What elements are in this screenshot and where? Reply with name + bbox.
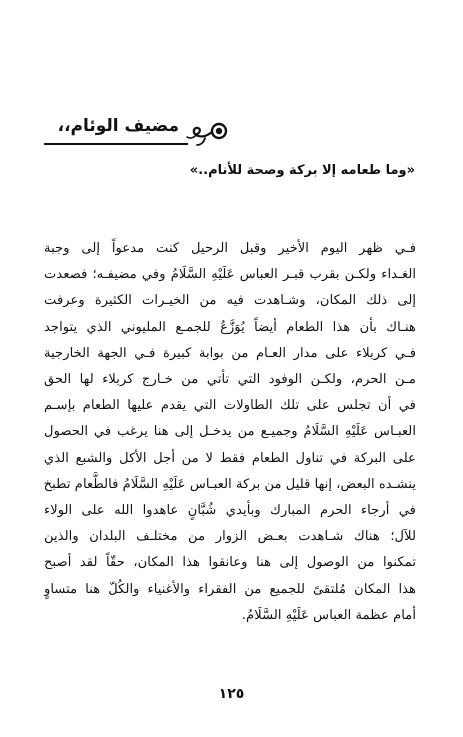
body-line: ينشـده البعض، إنها قليل من بركة العبـاس عَلَيْهِ السَّلَامُ فالطَّعام تطبخ: [44, 476, 416, 492]
body-paragraph: [44, 236, 416, 629]
section-title: مضيف الوئام،،: [57, 116, 179, 136]
body-line: أمام عظمة العباس عَلَيْهِ السَّلَامُ.: [241, 607, 416, 623]
page-number: ١٢٥: [218, 686, 245, 702]
body-line: في أن تجلس على تلك الطاولات التي يقدم عليها الطعام بإسـم: [44, 398, 416, 414]
body-line: على البركة في تناول الطعام فقط لا من أجل الأكل والشبع الذي: [44, 450, 416, 466]
ink-swirl-ornament-icon: [185, 118, 233, 148]
section-subtitle: «وما طعامه إلا بركة وصحة للأنام..»: [189, 163, 415, 178]
body-line: مـن الحرم، ولكـن الوفود التي تأتي من خـارج كربلاء لها الحق: [44, 372, 416, 388]
body-line: هنـاك بأن هذا الطعام أيضاً يُوَزَّعُ للجمـع المليوني الذي يتواجد: [44, 319, 416, 335]
heading-underline: [44, 143, 188, 145]
body-line: إلى ذلك المكان، وشـاهدت فيه من الخيـرات الكثيرة وعرفت: [44, 293, 416, 309]
body-line: تمكنوا من الوصول إلى هنا وعانقوا هذا المكان، حقّاً لقد أصبح: [44, 555, 416, 571]
body-line: فـي كربلاء على مدار العـام من بوابة كبيرة فـي الجهة الخارجية: [44, 345, 416, 361]
section-heading: [44, 112, 419, 146]
body-line: فـي ظهر اليوم الأخير وقبل الرحيل كنت مدعواً إلى وجبة: [44, 241, 416, 256]
body-line: هذا المكان مُلتقىً للجميع من الفقراء والأغنياء والكُلّ هنا متساوٍ: [44, 581, 416, 597]
body-line: العبـاس عَلَيْهِ السَّلَامُ وجميـع من يدخـل إلى هنا يرغب في الحصول: [44, 424, 416, 440]
body-line: في أرجاء الحرم المبارك وبأيدي شُبَّانٍ عاهدوا الله على الولاء: [44, 503, 416, 519]
body-line: للآل؛ هناك شـاهدت بعـض الزوار من مختلـف البلدان والذين: [44, 529, 416, 545]
body-line: الغـداء ولكـن بقرب قبـر العباس عَلَيْهِ السَّلَامُ وفي مضيفـه؛ فصعدت: [44, 267, 416, 283]
